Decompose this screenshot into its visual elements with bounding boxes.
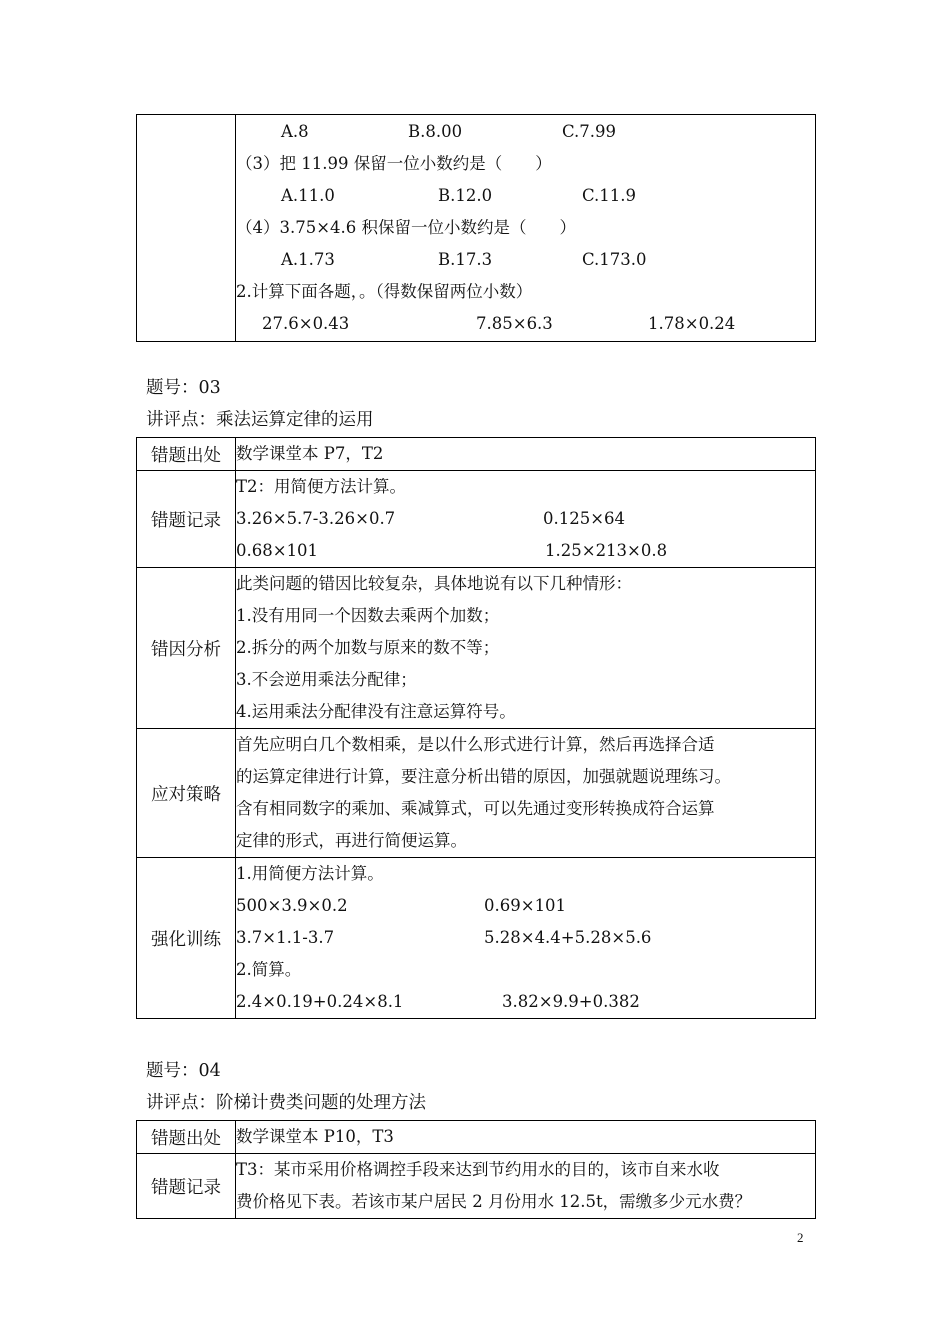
problem-2-title: 2.计算下面各题，。（得数保留两位小数） [236, 282, 533, 301]
record-item: 3.26×5.7-3.26×0.7 [236, 509, 396, 528]
record-line: 费价格见下表。若该市某户居民 2 月份用水 12.5t，需缴多少元水费？ [236, 1192, 752, 1211]
record-item: 0.68×101 [236, 541, 319, 560]
record-item: 1.25×213×0.8 [545, 541, 668, 560]
section-04-point: 讲评点：阶梯计费类问题的处理方法 [146, 1093, 426, 1113]
analysis-content [236, 568, 816, 729]
strategy-line: 含有相同数字的乘加、乘减算式，可以先通过变形转换成符合运算 [236, 799, 715, 818]
option-a: A.8 [281, 122, 309, 141]
training-item: 0.69×101 [484, 896, 567, 915]
option-a: A.1.73 [281, 250, 335, 269]
strategy-line: 定律的形式，再进行简便运算。 [236, 831, 467, 850]
training-row [236, 986, 815, 1018]
training-item: 3.7×1.1-3.7 [236, 928, 335, 947]
option-b: B.12.0 [438, 186, 493, 205]
record-label: 错题记录 [137, 471, 236, 568]
source-content [236, 1121, 816, 1154]
training-label: 强化训练 [137, 858, 236, 1019]
source-label: 错题出处 [137, 1121, 236, 1154]
option-b: B.17.3 [438, 250, 493, 269]
training-row [236, 890, 815, 922]
record-content [236, 1154, 816, 1219]
training-title-2: 2.简算。 [236, 960, 302, 979]
q4-options [236, 244, 815, 276]
training-item: 5.28×4.4+5.28×5.6 [484, 928, 652, 947]
section-03-table [136, 437, 816, 1019]
section-04-number: 题号：04 [146, 1061, 221, 1081]
strategy-content [236, 729, 816, 858]
option-a: A.11.0 [281, 186, 335, 205]
analysis-line: 2.拆分的两个加数与原来的数不等； [236, 638, 500, 657]
strategy-label: 应对策略 [137, 729, 236, 858]
training-row [236, 922, 815, 954]
q3-question: （3）把 11.99 保留一位小数约是（ ） [236, 154, 552, 173]
page-number: 2 [797, 1230, 804, 1245]
record-content [236, 471, 816, 568]
training-item: 500×3.9×0.2 [236, 896, 348, 915]
continuation-table [136, 114, 816, 342]
analysis-line: 3.不会逆用乘法分配律； [236, 670, 417, 689]
q3-options [236, 180, 815, 212]
option-b: B.8.00 [408, 122, 463, 141]
option-c: C.173.0 [582, 250, 647, 269]
record-row [236, 535, 815, 567]
analysis-label: 错因分析 [137, 568, 236, 729]
problem-2-items [236, 308, 815, 340]
training-item: 3.82×9.9+0.382 [502, 992, 640, 1011]
calc-item: 27.6×0.43 [262, 314, 350, 333]
source-label: 错题出处 [137, 438, 236, 471]
empty-label-cell [137, 115, 236, 342]
training-content [236, 858, 816, 1019]
source-content [236, 438, 816, 471]
strategy-line: 的运算定律进行计算，要注意分析出错的原因，加强就题说理练习。 [236, 767, 731, 786]
training-item: 2.4×0.19+0.24×8.1 [236, 992, 404, 1011]
section-03-point: 讲评点：乘法运算定律的运用 [146, 410, 374, 430]
record-label: 错题记录 [137, 1154, 236, 1219]
calc-item: 1.78×0.24 [648, 314, 736, 333]
section-03-number: 题号：03 [146, 378, 221, 398]
training-title-1: 1.用简便方法计算。 [236, 864, 384, 883]
record-line: T3：某市采用价格调控手段来达到节约用水的目的，该市自来水收 [236, 1160, 720, 1179]
record-item: 0.125×64 [543, 509, 626, 528]
analysis-line: 1.没有用同一个因数去乘两个加数； [236, 606, 500, 625]
analysis-line: 此类问题的错因比较复杂，具体地说有以下几种情形： [236, 574, 632, 593]
source-text: 数学课堂本 P7，T2 [236, 444, 384, 463]
q4-question: （4）3.75×4.6 积保留一位小数约是（ ） [236, 218, 577, 237]
source-text: 数学课堂本 P10，T3 [236, 1127, 394, 1146]
continuation-content [236, 115, 816, 342]
option-c: C.7.99 [562, 122, 617, 141]
option-c: C.11.9 [582, 186, 637, 205]
record-title: T2：用简便方法计算。 [236, 477, 407, 496]
record-row [236, 503, 815, 535]
strategy-line: 首先应明白几个数相乘，是以什么形式进行计算，然后再选择合适 [236, 735, 715, 754]
q2-options [236, 116, 815, 148]
analysis-line: 4.运用乘法分配律没有注意运算符号。 [236, 702, 516, 721]
calc-item: 7.85×6.3 [476, 314, 553, 333]
section-04-table [136, 1120, 816, 1219]
